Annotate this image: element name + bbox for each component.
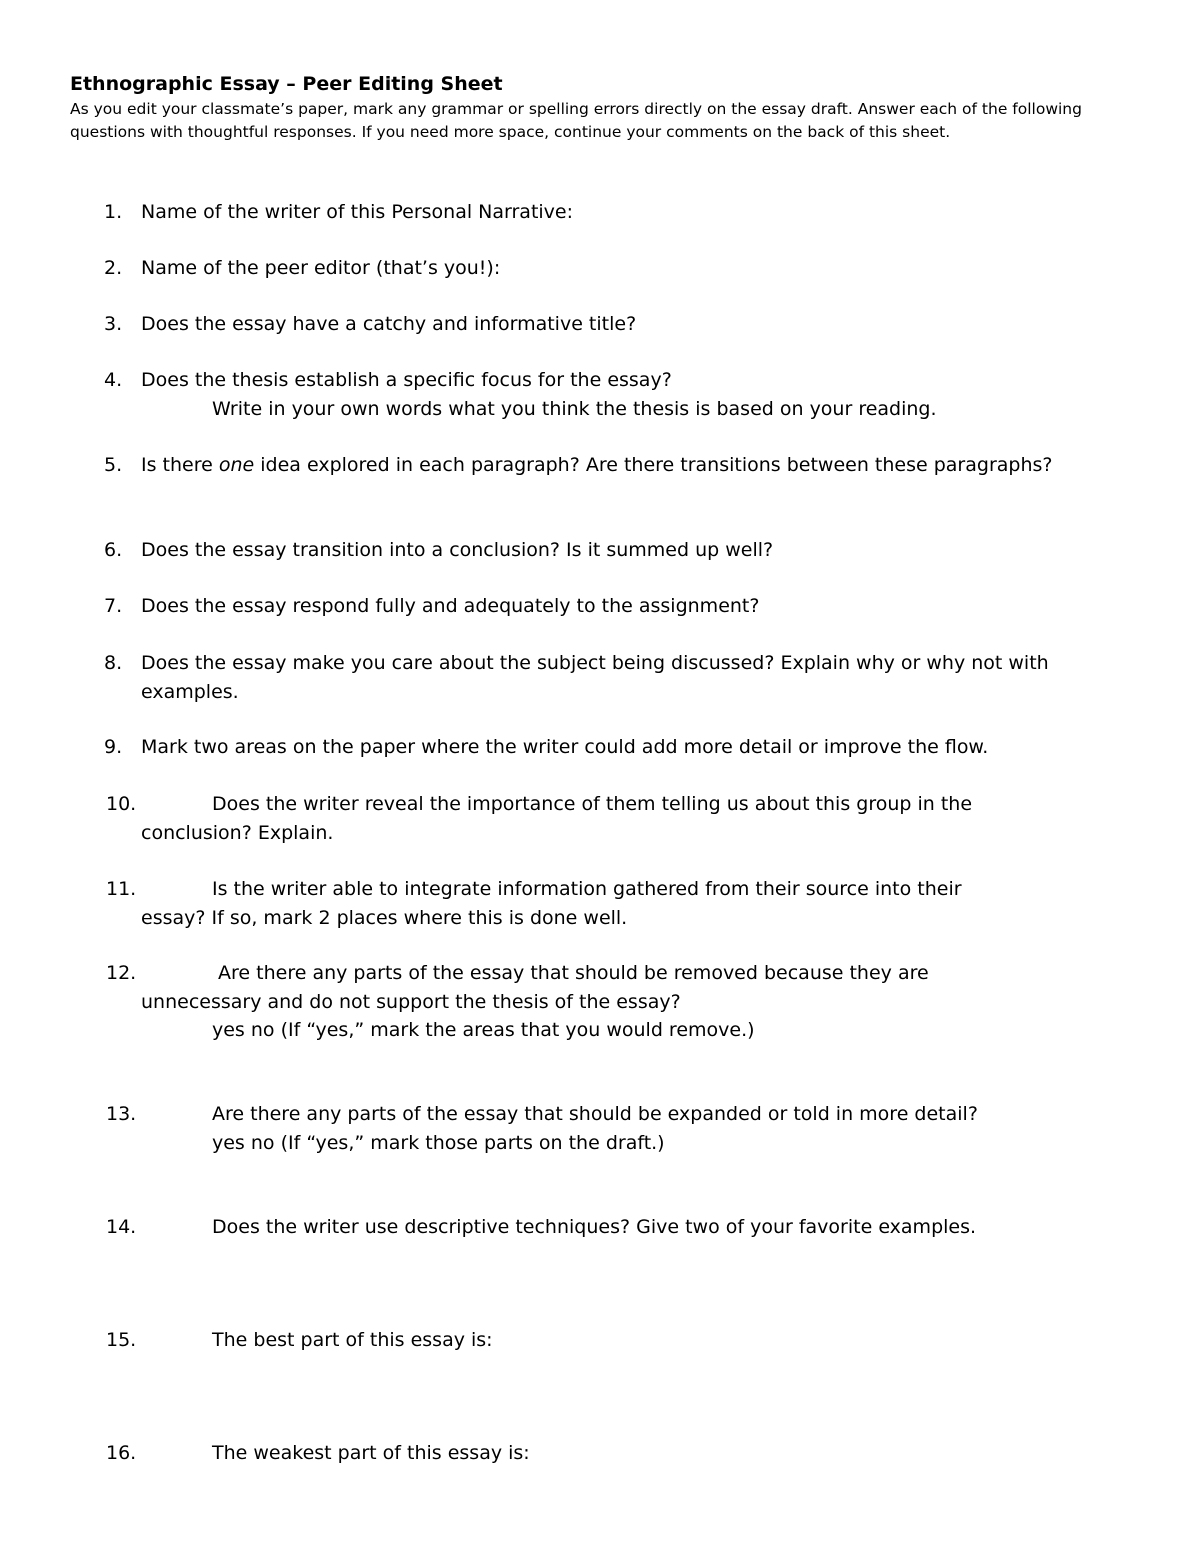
question-line: Does the writer use descriptive techniques? Give two of your favorite examples. — [212, 1216, 977, 1238]
question-text: Mark two areas on the paper where the writer could add more detail or improve the flow. — [141, 736, 989, 758]
question-text — [141, 959, 1135, 1045]
question-number: 6. — [104, 539, 123, 561]
text-segment: idea explored in each paragraph? Are there transitions between these paragraphs? — [254, 454, 1053, 476]
question-line: The best part of this essay is: — [212, 1329, 493, 1351]
question-line: essay? If so, mark 2 places where this is done well. — [141, 906, 628, 929]
question-text: Does the essay respond fully and adequately to the assignment? — [141, 595, 760, 617]
peer-editing-sheet — [70, 70, 1135, 1464]
question-text — [141, 451, 1135, 480]
question-number: 8. — [104, 652, 123, 674]
emphasis-text: one — [218, 454, 255, 476]
question-number: 15. — [106, 1329, 137, 1351]
question-number: 1. — [104, 201, 123, 223]
question-subprompt: yes no (If “yes,” mark those parts on the draft.) — [212, 1131, 665, 1154]
question-number: 4. — [104, 369, 123, 391]
question-text — [141, 790, 1135, 847]
question-subprompt: yes no (If “yes,” mark the areas that you would remove.) — [212, 1019, 755, 1041]
question-1 — [70, 198, 1135, 227]
text-segment: Is there — [141, 454, 219, 476]
question-text — [141, 1100, 1135, 1157]
question-10 — [70, 790, 1135, 847]
question-number: 2. — [104, 257, 123, 279]
question-number: 5. — [104, 454, 123, 476]
question-15 — [70, 1326, 1135, 1355]
page-title: Ethnographic Essay – Peer Editing Sheet — [70, 73, 503, 95]
question-14 — [70, 1213, 1135, 1242]
question-number: 3. — [104, 313, 123, 335]
question-text: Does the thesis establish a specific focus for the essay? — [141, 369, 672, 391]
question-12 — [70, 959, 1135, 1045]
question-text: Does the essay have a catchy and informative title? — [141, 313, 637, 335]
question-number: 12. — [106, 962, 137, 984]
question-13 — [70, 1100, 1135, 1157]
question-4 — [70, 366, 1135, 423]
question-5 — [70, 451, 1135, 480]
question-7 — [70, 592, 1135, 621]
question-number: 7. — [104, 595, 123, 617]
question-line: unnecessary and do not support the thesis of the essay? — [141, 990, 681, 1013]
question-number: 9. — [104, 736, 123, 758]
question-11 — [70, 875, 1135, 932]
question-line: The weakest part of this essay is: — [212, 1442, 530, 1464]
question-number: 10. — [106, 793, 137, 815]
question-number: 14. — [106, 1216, 137, 1238]
question-text — [141, 875, 1135, 932]
question-8 — [70, 649, 1135, 706]
question-number: 11. — [106, 878, 137, 900]
question-2 — [70, 254, 1135, 283]
question-number: 16. — [106, 1442, 137, 1464]
question-6 — [70, 536, 1135, 565]
question-text — [141, 1326, 1135, 1355]
question-16 — [70, 1439, 1135, 1468]
question-text: Name of the writer of this Personal Narrative: — [141, 201, 574, 223]
question-text: Does the essay transition into a conclusion? Is it summed up well? — [141, 539, 774, 561]
question-line: Is the writer able to integrate information gathered from their source into their — [212, 878, 962, 900]
question-3 — [70, 310, 1135, 339]
question-line: Are there any parts of the essay that should be expanded or told in more detail? — [212, 1103, 978, 1125]
question-text — [141, 1213, 1135, 1242]
question-number: 13. — [106, 1103, 137, 1125]
question-text — [141, 1439, 1135, 1468]
question-line: conclusion? Explain. — [141, 821, 334, 844]
question-9 — [70, 733, 1135, 762]
question-text: Does the essay make you care about the subject being discussed? Explain why or why not with examples. — [141, 652, 1049, 703]
subprompt-text: Write in your own words what you think the thesis is based on your reading. — [212, 397, 937, 420]
question-line: Are there any parts of the essay that should be removed because they are — [212, 962, 929, 984]
question-text: Name of the peer editor (that’s you!): — [141, 257, 501, 279]
question-subprompt — [141, 395, 1135, 424]
instructions-paragraph: As you edit your classmate’s paper, mark any grammar or spelling errors directly on the essay draft. Answer each of the following questions with thoughtful responses. If you need more space, continue your comments on the back of this sheet. — [70, 100, 1082, 141]
question-line: Does the writer reveal the importance of them telling us about this group in the — [212, 793, 973, 815]
